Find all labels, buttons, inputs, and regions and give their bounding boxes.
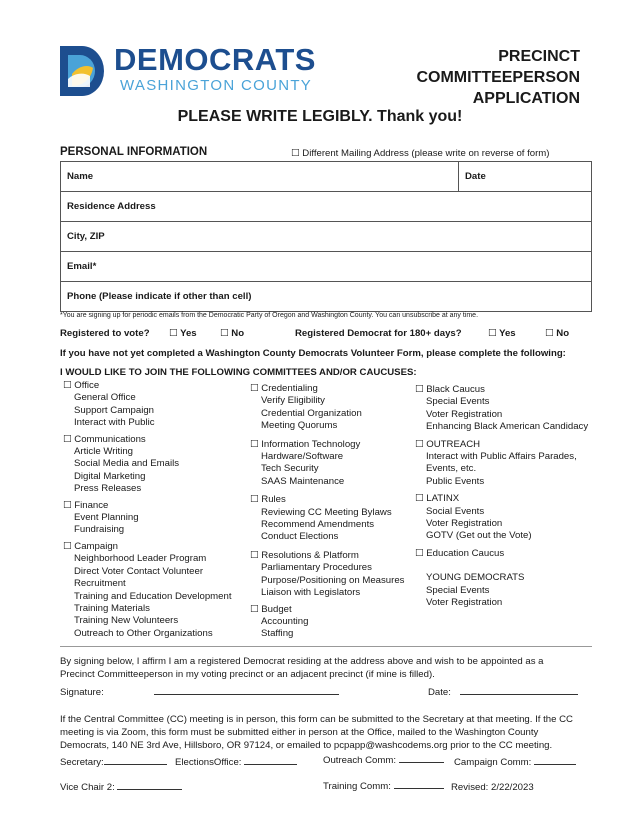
democrat-180-label: Registered Democrat for 180+ days? [295,328,462,339]
list-item: Training Materials [74,602,150,614]
legibility-instruction: PLEASE WRITE LEGIBLY. Thank you! [177,108,463,125]
committee-credentialing[interactable] [250,383,415,433]
democrat-yes-checkbox[interactable]: ☐ Yes [488,328,516,339]
list-item: Reviewing CC Meeting Bylaws [261,506,392,518]
list-item: Meeting Quorums [261,420,338,432]
latinx-checkbox[interactable]: ☐ LATINX [415,493,460,505]
black-caucus-checkbox[interactable]: ☐ Black Caucus [415,384,485,395]
committees-column-1 [63,380,243,644]
outreach-checkbox[interactable]: ☐ OUTREACH [415,438,481,450]
phone-field[interactable]: Phone (Please indicate if other than cell) [61,282,592,312]
personal-info-heading: PERSONAL INFORMATION [60,146,208,158]
city-zip-field[interactable]: City, ZIP [61,222,592,252]
democrat-no-checkbox[interactable]: ☐ No [545,328,570,339]
email-footnote: *You are signing up for periodic emails from the Democratic Party of Oregon and Washington County. You can unsubscribe at any time. [60,312,479,319]
list-item: Voter Registration [426,408,503,420]
committees-column-3 [415,384,600,614]
list-item: Credential Organization [261,407,362,419]
signature-date-label: Date: [428,687,451,698]
rules-checkbox[interactable]: ☐ Rules [250,494,286,506]
committee-budget[interactable] [250,604,415,641]
committee-resolutions-platform[interactable] [250,550,415,600]
volunteer-form-note: If you have not yet completed a Washington County Democrats Volunteer Form, please complete the following: [60,348,566,359]
committees-column-2 [250,383,415,645]
training-comm-label: Training Comm: [323,781,391,792]
credentialing-checkbox[interactable]: ☐ Credentialing [250,383,318,394]
name-field[interactable]: Name [61,162,459,192]
caucus-education[interactable] [415,548,600,560]
list-item: Neighborhood Leader Program [74,553,207,565]
list-item: GOTV (Get out the Vote) [426,530,532,542]
list-item: Hardware/Software [261,451,344,463]
list-item: Outreach to Other Organizations [74,627,213,639]
list-item: Interact with Public [74,417,155,429]
caucus-latinx[interactable] [415,493,600,543]
list-item: Social Media and Emails [74,458,180,470]
committee-finance[interactable] [63,500,243,537]
committee-communications[interactable] [63,434,243,496]
signature-date-line[interactable] [460,694,578,695]
list-item: SAAS Maintenance [261,475,345,487]
list-item: Recruitment [74,578,126,590]
form-title [416,46,580,109]
finance-checkbox[interactable]: ☐ Finance [63,499,109,511]
campaign-comm-field [454,757,576,768]
list-item: Article Writing [74,446,133,458]
registered-to-vote-label: Registered to vote? [60,328,150,339]
committee-rules[interactable] [250,494,415,544]
list-item: Event Planning [74,512,139,524]
training-comm-line[interactable] [394,788,444,789]
different-mailing-checkbox[interactable]: ☐ Different Mailing Address (please write on reverse of form) [291,148,550,159]
list-item: Events, etc. [426,463,477,475]
elections-office-field [175,757,297,768]
signature-line[interactable] [154,694,339,695]
campaign-comm-line[interactable] [534,764,576,765]
personal-info-table [60,161,592,312]
secretary-field [60,757,167,768]
committee-campaign[interactable] [63,541,243,640]
list-item: Tech Security [261,463,319,475]
list-item: General Office [74,392,136,404]
list-item: Conduct Elections [261,531,339,543]
list-item: Recommend Amendments [261,519,375,531]
list-item: Special Events [426,396,490,408]
caucus-black[interactable] [415,384,600,434]
list-item: Voter Registration [426,518,503,530]
date-field[interactable]: Date [459,162,592,192]
vice-chair-label: Vice Chair 2: [60,782,115,793]
vice-chair-field [60,782,182,793]
list-item: Training New Volunteers [74,615,179,627]
list-item: Special Events [426,584,490,596]
title-line: PRECINCT [498,48,580,65]
training-comm-field [323,781,444,792]
list-item: Enhancing Black American Candidacy [426,421,589,433]
campaign-checkbox[interactable]: ☐ Campaign [63,540,118,552]
list-item: Verify Eligibility [261,395,325,407]
budget-checkbox[interactable]: ☐ Budget [250,603,292,615]
registered-no-checkbox[interactable]: ☐ No [220,328,245,339]
list-item: Liaison with Legislators [261,587,361,599]
outreach-comm-label: Outreach Comm: [323,755,397,766]
email-field[interactable]: Email* [61,252,592,282]
logo-wordmark: DEMOCRATS [114,42,316,77]
young-democrats [415,572,600,609]
signature-row [60,687,339,698]
registered-yes-checkbox[interactable]: ☐ Yes [169,328,197,339]
list-item: Social Events [426,505,485,517]
list-item: Direct Voter Contact Volunteer [74,565,204,577]
outreach-comm-line[interactable] [399,762,444,763]
revised-date: Revised: 2/22/2023 [451,782,534,793]
list-item: Staffing [261,628,294,640]
list-item: Fundraising [74,524,125,536]
date-row [428,687,578,698]
outreach-comm-field [323,755,444,766]
title-line: APPLICATION [472,90,580,107]
list-item: Press Releases [74,483,142,495]
affirmation-text: By signing below, I affirm I am a registered Democrat residing at the address above and wish to be appointed as a Precinct Committeeperson in my voting precinct or an adjacent precinct (if mine is filled). [60,656,544,680]
logo-subtitle: WASHINGTON COUNTY [120,77,313,94]
democrats-logo-icon [60,46,104,96]
elections-office-line[interactable] [244,764,297,765]
caucus-outreach[interactable] [415,439,600,489]
section-divider [60,646,592,647]
committee-office[interactable] [63,380,243,430]
list-item: Training and Education Development [74,590,232,602]
committees-heading: I WOULD LIKE TO JOIN THE FOLLOWING COMMITTEES AND/OR CAUCUSES: [60,367,417,378]
list-item: Purpose/Positioning on Measures [261,574,405,586]
residence-address-field[interactable]: Residence Address [61,192,592,222]
vice-chair-line[interactable] [117,789,182,790]
list-item: Interact with Public Affairs Parades, [426,451,577,463]
secretary-label: Secretary: [60,757,104,768]
committee-information-technology[interactable] [250,439,415,489]
list-item: Accounting [261,615,309,627]
young-democrats-label: YOUNG DEMOCRATS [426,572,525,584]
list-item: Parliamentary Procedures [261,562,372,574]
signature-label: Signature: [60,687,104,698]
list-item: Voter Registration [426,597,503,609]
office-checkbox[interactable]: ☐ Office [63,380,100,391]
resolutions-platform-checkbox[interactable]: ☐ Resolutions & Platform [250,549,359,561]
campaign-comm-label: Campaign Comm: [454,757,532,768]
information-technology-checkbox[interactable]: ☐ Information Technology [250,438,361,450]
submission-instructions: If the Central Committee (CC) meeting is in person, this form can be submitted to the Secretary at that meeting. If the CC meeting is via Zoom, this form must be submitted either in person at the Office, mailed to the Washington County Democrats, 140 NE 3rd Ave, Hillsboro, OR 97124, or emailed to pcpapp@washcodems.org prior to the CC meeting. [60,714,573,751]
list-item: Public Events [426,475,485,487]
education-caucus-checkbox[interactable]: ☐ Education Caucus [415,547,505,559]
list-item: Digital Marketing [74,470,146,482]
secretary-line[interactable] [104,764,167,765]
title-line: COMMITTEEPERSON [416,69,580,86]
communications-checkbox[interactable]: ☐ Communications [63,433,146,445]
list-item: Support Campaign [74,404,154,416]
elections-office-label: ElectionsOffice: [175,757,242,768]
